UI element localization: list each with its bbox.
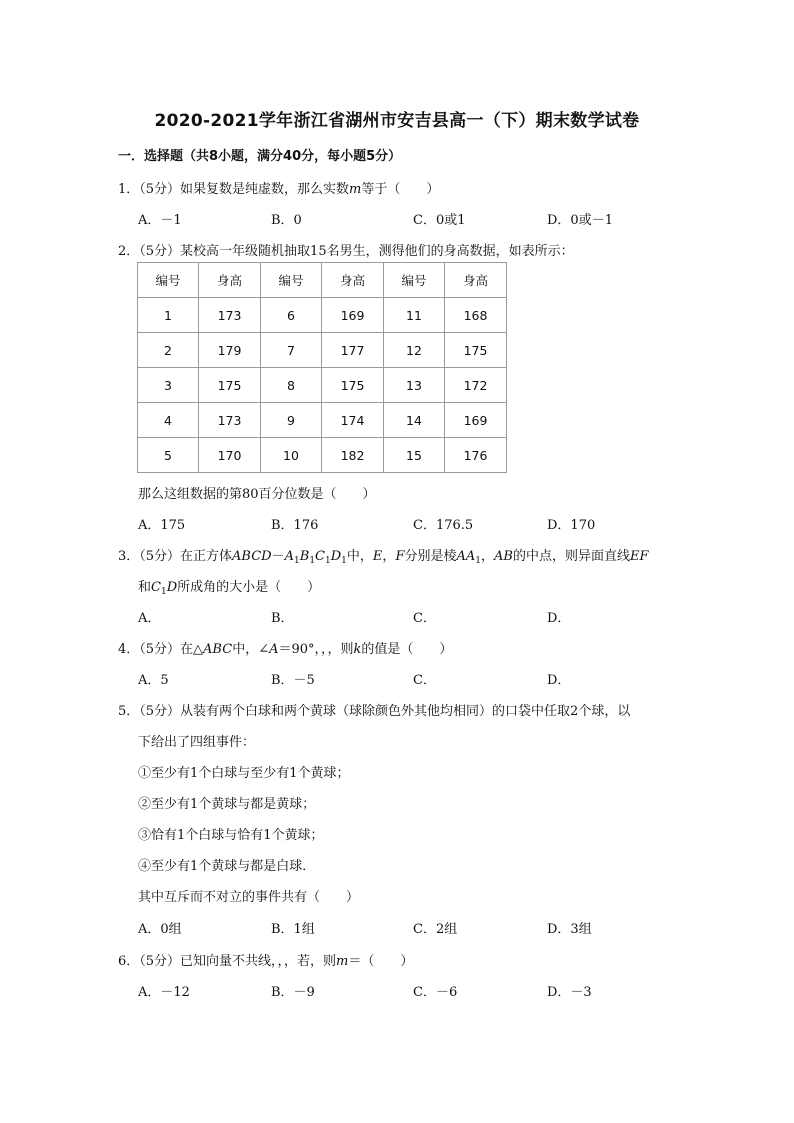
- table-cell: 12: [384, 333, 445, 368]
- vertex-b: B: [299, 549, 310, 564]
- subscript: 1: [341, 556, 347, 566]
- table-cell: 13: [384, 368, 445, 403]
- q1-option-d: D．0或－1: [547, 213, 613, 228]
- q4-option-b: B．－5: [271, 673, 315, 688]
- event-item-3: ③恰有1个白球与恰有1个黄球；: [138, 828, 324, 843]
- table-row: [138, 333, 507, 368]
- variable-m: m: [336, 954, 349, 969]
- q4-option-a: A．5: [138, 673, 169, 688]
- table-cell: 175: [445, 333, 507, 368]
- q1-option-a: A．－1: [138, 213, 182, 228]
- variable-m: m: [349, 182, 362, 197]
- table-cell: 176: [445, 438, 507, 473]
- question-6-prefix: 6．（5分）已知向量不共线，，，若，则: [118, 954, 337, 969]
- dash: －: [271, 549, 285, 564]
- q3-option-b: B．: [271, 611, 294, 626]
- q1-option-b: B．0: [271, 213, 302, 228]
- table-header-row: [138, 263, 507, 298]
- table-header-cell: 编号: [138, 263, 199, 298]
- q2-option-d: D．170: [547, 518, 596, 533]
- question-2-stem: 2．（5分）某校高一年级随机抽取15名男生，测得他们的身高数据，如表所示：: [118, 244, 574, 259]
- table-cell: 168: [445, 298, 507, 333]
- table-row: [138, 438, 507, 473]
- page-title: 2020-2021学年浙江省湖州市安吉县高一（下）期末数学试卷: [154, 111, 640, 131]
- text: ＝90°，，，则: [278, 642, 354, 657]
- table-header-cell: 身高: [199, 263, 261, 298]
- text: ，: [481, 549, 495, 564]
- q2-option-a: A．175: [138, 518, 186, 533]
- table-row: [138, 298, 507, 333]
- subscript: 1: [294, 556, 300, 566]
- table-header-cell: 编号: [261, 263, 322, 298]
- question-5-line-1: 5．（5分）从装有两个白球和两个黄球（球除颜色外其他均相同）的口袋中任取2个球，以: [118, 704, 631, 719]
- table-cell: 175: [199, 368, 261, 403]
- table-header-cell: 编号: [384, 263, 445, 298]
- cube-name: ABCD: [232, 549, 272, 564]
- q4-option-c: C．: [413, 673, 436, 688]
- q3-option-d: D．: [547, 611, 571, 626]
- question-3-line-2: [138, 576, 320, 597]
- event-item-1: ①至少有1个白球与至少有1个黄球；: [138, 766, 350, 781]
- question-1-stem: 1．（5分）如果复数是纯虚数，那么实数: [118, 182, 350, 197]
- q5-option-c: C．2组: [413, 922, 458, 937]
- angle-a: A: [269, 642, 279, 657]
- vertex-a: A: [284, 549, 295, 564]
- question-1: [118, 178, 439, 197]
- question-2-followup: 那么这组数据的第80百分位数是（ ）: [138, 487, 376, 502]
- table-row: [138, 403, 507, 438]
- event-item-2: ②至少有1个黄球与都是黄球；: [138, 797, 316, 812]
- text: 分别是棱: [404, 549, 457, 564]
- q6-option-c: C．－6: [413, 985, 458, 1000]
- q6-option-b: B．－9: [271, 985, 315, 1000]
- q1-option-c: C．0或1: [413, 213, 466, 228]
- subscript: 1: [160, 587, 167, 597]
- table-cell: 3: [138, 368, 199, 403]
- height-data-table: [137, 262, 507, 473]
- vertex-d: D: [166, 580, 178, 595]
- triangle-abc: ABC: [203, 642, 233, 657]
- table-row: [138, 368, 507, 403]
- table-cell: 7: [261, 333, 322, 368]
- q2-option-c: C．176.5: [413, 518, 474, 533]
- text: 的值是（ ）: [361, 642, 453, 657]
- table-cell: 11: [384, 298, 445, 333]
- q3-option-c: C．: [413, 611, 436, 626]
- point-e: E: [372, 549, 383, 564]
- question-4: [118, 638, 452, 657]
- edge-aa1: AA: [456, 549, 476, 564]
- vertex-c: C: [315, 549, 325, 564]
- q2-option-b: B．176: [271, 518, 319, 533]
- table-cell: 14: [384, 403, 445, 438]
- q5-option-a: A．0组: [138, 922, 182, 937]
- q4-option-d: D．: [547, 673, 571, 688]
- table-cell: 173: [199, 403, 261, 438]
- table-header-cell: 身高: [322, 263, 384, 298]
- subscript: 1: [309, 556, 316, 566]
- table-cell: 177: [322, 333, 384, 368]
- text: 中，: [346, 549, 373, 564]
- q5-option-d: D．3组: [547, 922, 592, 937]
- question-3-line-1: [118, 545, 649, 566]
- text: 的中点，则异面直线: [512, 549, 630, 564]
- table-cell: 172: [445, 368, 507, 403]
- table-cell: 8: [261, 368, 322, 403]
- table-cell: 169: [445, 403, 507, 438]
- question-3-prefix: 3．（5分）在正方体: [118, 549, 233, 564]
- table-cell: 2: [138, 333, 199, 368]
- question-5-question: 其中互斥而不对立的事件共有（ ）: [138, 890, 360, 905]
- point-f: F: [395, 549, 405, 564]
- table-cell: 182: [322, 438, 384, 473]
- section-heading: 一．选择题（共8小题，满分40分，每小题5分）: [118, 149, 402, 164]
- variable-k: k: [353, 642, 362, 657]
- vertex-c: C: [151, 580, 161, 595]
- question-6: [118, 950, 413, 969]
- q5-option-b: B．1组: [271, 922, 315, 937]
- text: 中，∠: [232, 642, 270, 657]
- question-1-tail: 等于（ ）: [361, 182, 440, 197]
- question-4-prefix: 4．（5分）在△: [118, 642, 204, 657]
- text: 所成角的大小是（ ）: [177, 580, 321, 595]
- q3-option-a: A．: [138, 611, 161, 626]
- table-cell: 169: [322, 298, 384, 333]
- subscript: 1: [475, 556, 481, 566]
- table-cell: 175: [322, 368, 384, 403]
- table-cell: 174: [322, 403, 384, 438]
- event-item-4: ④至少有1个黄球与都是白球．: [138, 859, 316, 874]
- table-cell: 9: [261, 403, 322, 438]
- question-5-line-2: 下给出了四组事件：: [138, 735, 256, 750]
- table-header-cell: 身高: [445, 263, 507, 298]
- table-cell: 6: [261, 298, 322, 333]
- table-cell: 4: [138, 403, 199, 438]
- table-cell: 5: [138, 438, 199, 473]
- table-cell: 179: [199, 333, 261, 368]
- subscript: 1: [325, 556, 331, 566]
- table-cell: 1: [138, 298, 199, 333]
- text: ，: [382, 549, 396, 564]
- q6-option-a: A．－12: [138, 985, 190, 1000]
- table-cell: 173: [199, 298, 261, 333]
- table-cell: 15: [384, 438, 445, 473]
- table-cell: 10: [261, 438, 322, 473]
- q6-option-d: D．－3: [547, 985, 592, 1000]
- text: 和: [138, 580, 152, 595]
- line-ef: EF: [629, 549, 649, 564]
- edge-ab: AB: [494, 549, 513, 564]
- table-cell: 170: [199, 438, 261, 473]
- text: ＝（ ）: [348, 954, 414, 969]
- vertex-d: D: [330, 549, 342, 564]
